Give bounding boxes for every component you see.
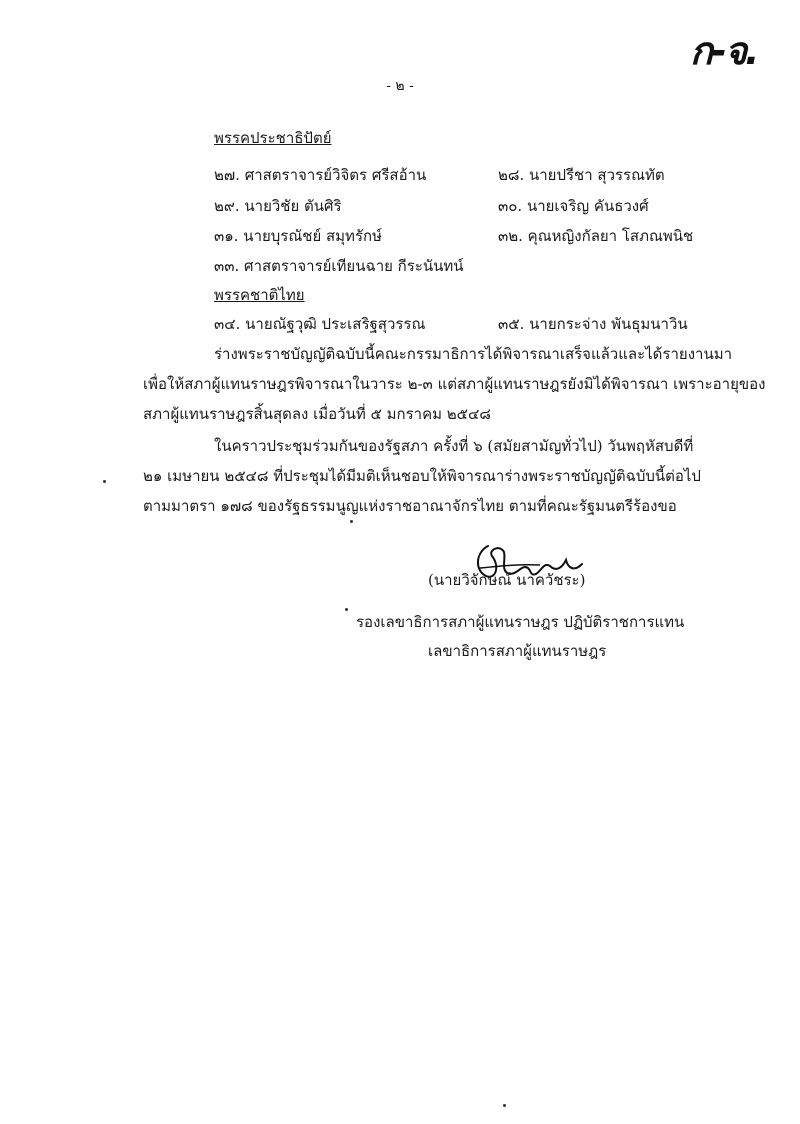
signatory-position-line1: รองเลขาธิการสภาผู้แทนราษฎร ปฏิบัติราชการแทน [356,613,685,631]
member-29: ๒๙. นายวิชัย ตันศิริ [214,197,342,215]
paragraph2-line2: ๒๑ เมษายน ๒๕๔๘ ที่ประชุมได้มีมติเห็นชอบให้พิจารณาร่างพระราชบัญญัติฉบับนี้ต่อไป [143,467,701,485]
speck [503,1104,506,1107]
paragraph1-line1: ร่างพระราชบัญญัติฉบับนี้คณะกรรมาธิการได้พิจารณาเสร็จแล้วและได้รายงานมา [214,345,733,363]
signatory-name: (นายวิจักษณ์ นาควัชระ) [428,571,586,589]
page-number: - ๒ - [386,78,414,94]
member-28: ๒๘. นายปรีชา สุวรรณทัต [498,166,665,184]
party-heading-democrat: พรรคประชาธิปัตย์ [214,129,332,147]
member-35: ๓๕. นายกระจ่าง พันธุมนาวิน [498,315,688,333]
corner-handwritten-mark: ก-จ. [690,29,758,73]
paragraph1-line3: สภาผู้แทนราษฎรสิ้นสุดลง เมื่อวันที่ ๕ มกราคม ๒๕๔๘ [143,405,491,423]
paragraph1-line2: เพื่อให้สภาผู้แทนราษฎรพิจารณาในวาระ ๒-๓ แต่สภาผู้แทนราษฎรยังมิได้พิจารณา เพราะอายุของ [143,375,766,393]
speck [350,520,353,523]
speck [103,480,106,483]
paragraph2-line1: ในคราวประชุมร่วมกันของรัฐสภา ครั้งที่ ๖ (สมัยสามัญทั่วไป) วันพฤหัสบดีที่ [214,437,694,455]
signatory-position-line2: เลขาธิการสภาผู้แทนราษฎร [428,642,607,660]
speck [345,608,348,611]
member-27: ๒๗. ศาสตราจารย์วิจิตร ศรีสอ้าน [214,166,427,184]
paragraph2-line3: ตามมาตรา ๑๗๘ ของรัฐธรรมนูญแห่งราชอาณาจักรไทย ตามที่คณะรัฐมนตรีร้องขอ [143,497,677,515]
member-33: ๓๓. ศาสตราจารย์เทียนฉาย กีระนันทน์ [214,257,464,275]
party-heading-chartthai: พรรคชาติไทย [214,286,305,304]
member-32: ๓๒. คุณหญิงกัลยา โสภณพนิช [498,227,694,245]
member-31: ๓๑. นายบุรณัชย์ สมุทรักษ์ [214,227,382,245]
member-34: ๓๔. นายณัฐวุฒิ ประเสริฐสุวรรณ [214,315,426,333]
member-30: ๓๐. นายเจริญ คันธวงศ์ [498,197,649,215]
